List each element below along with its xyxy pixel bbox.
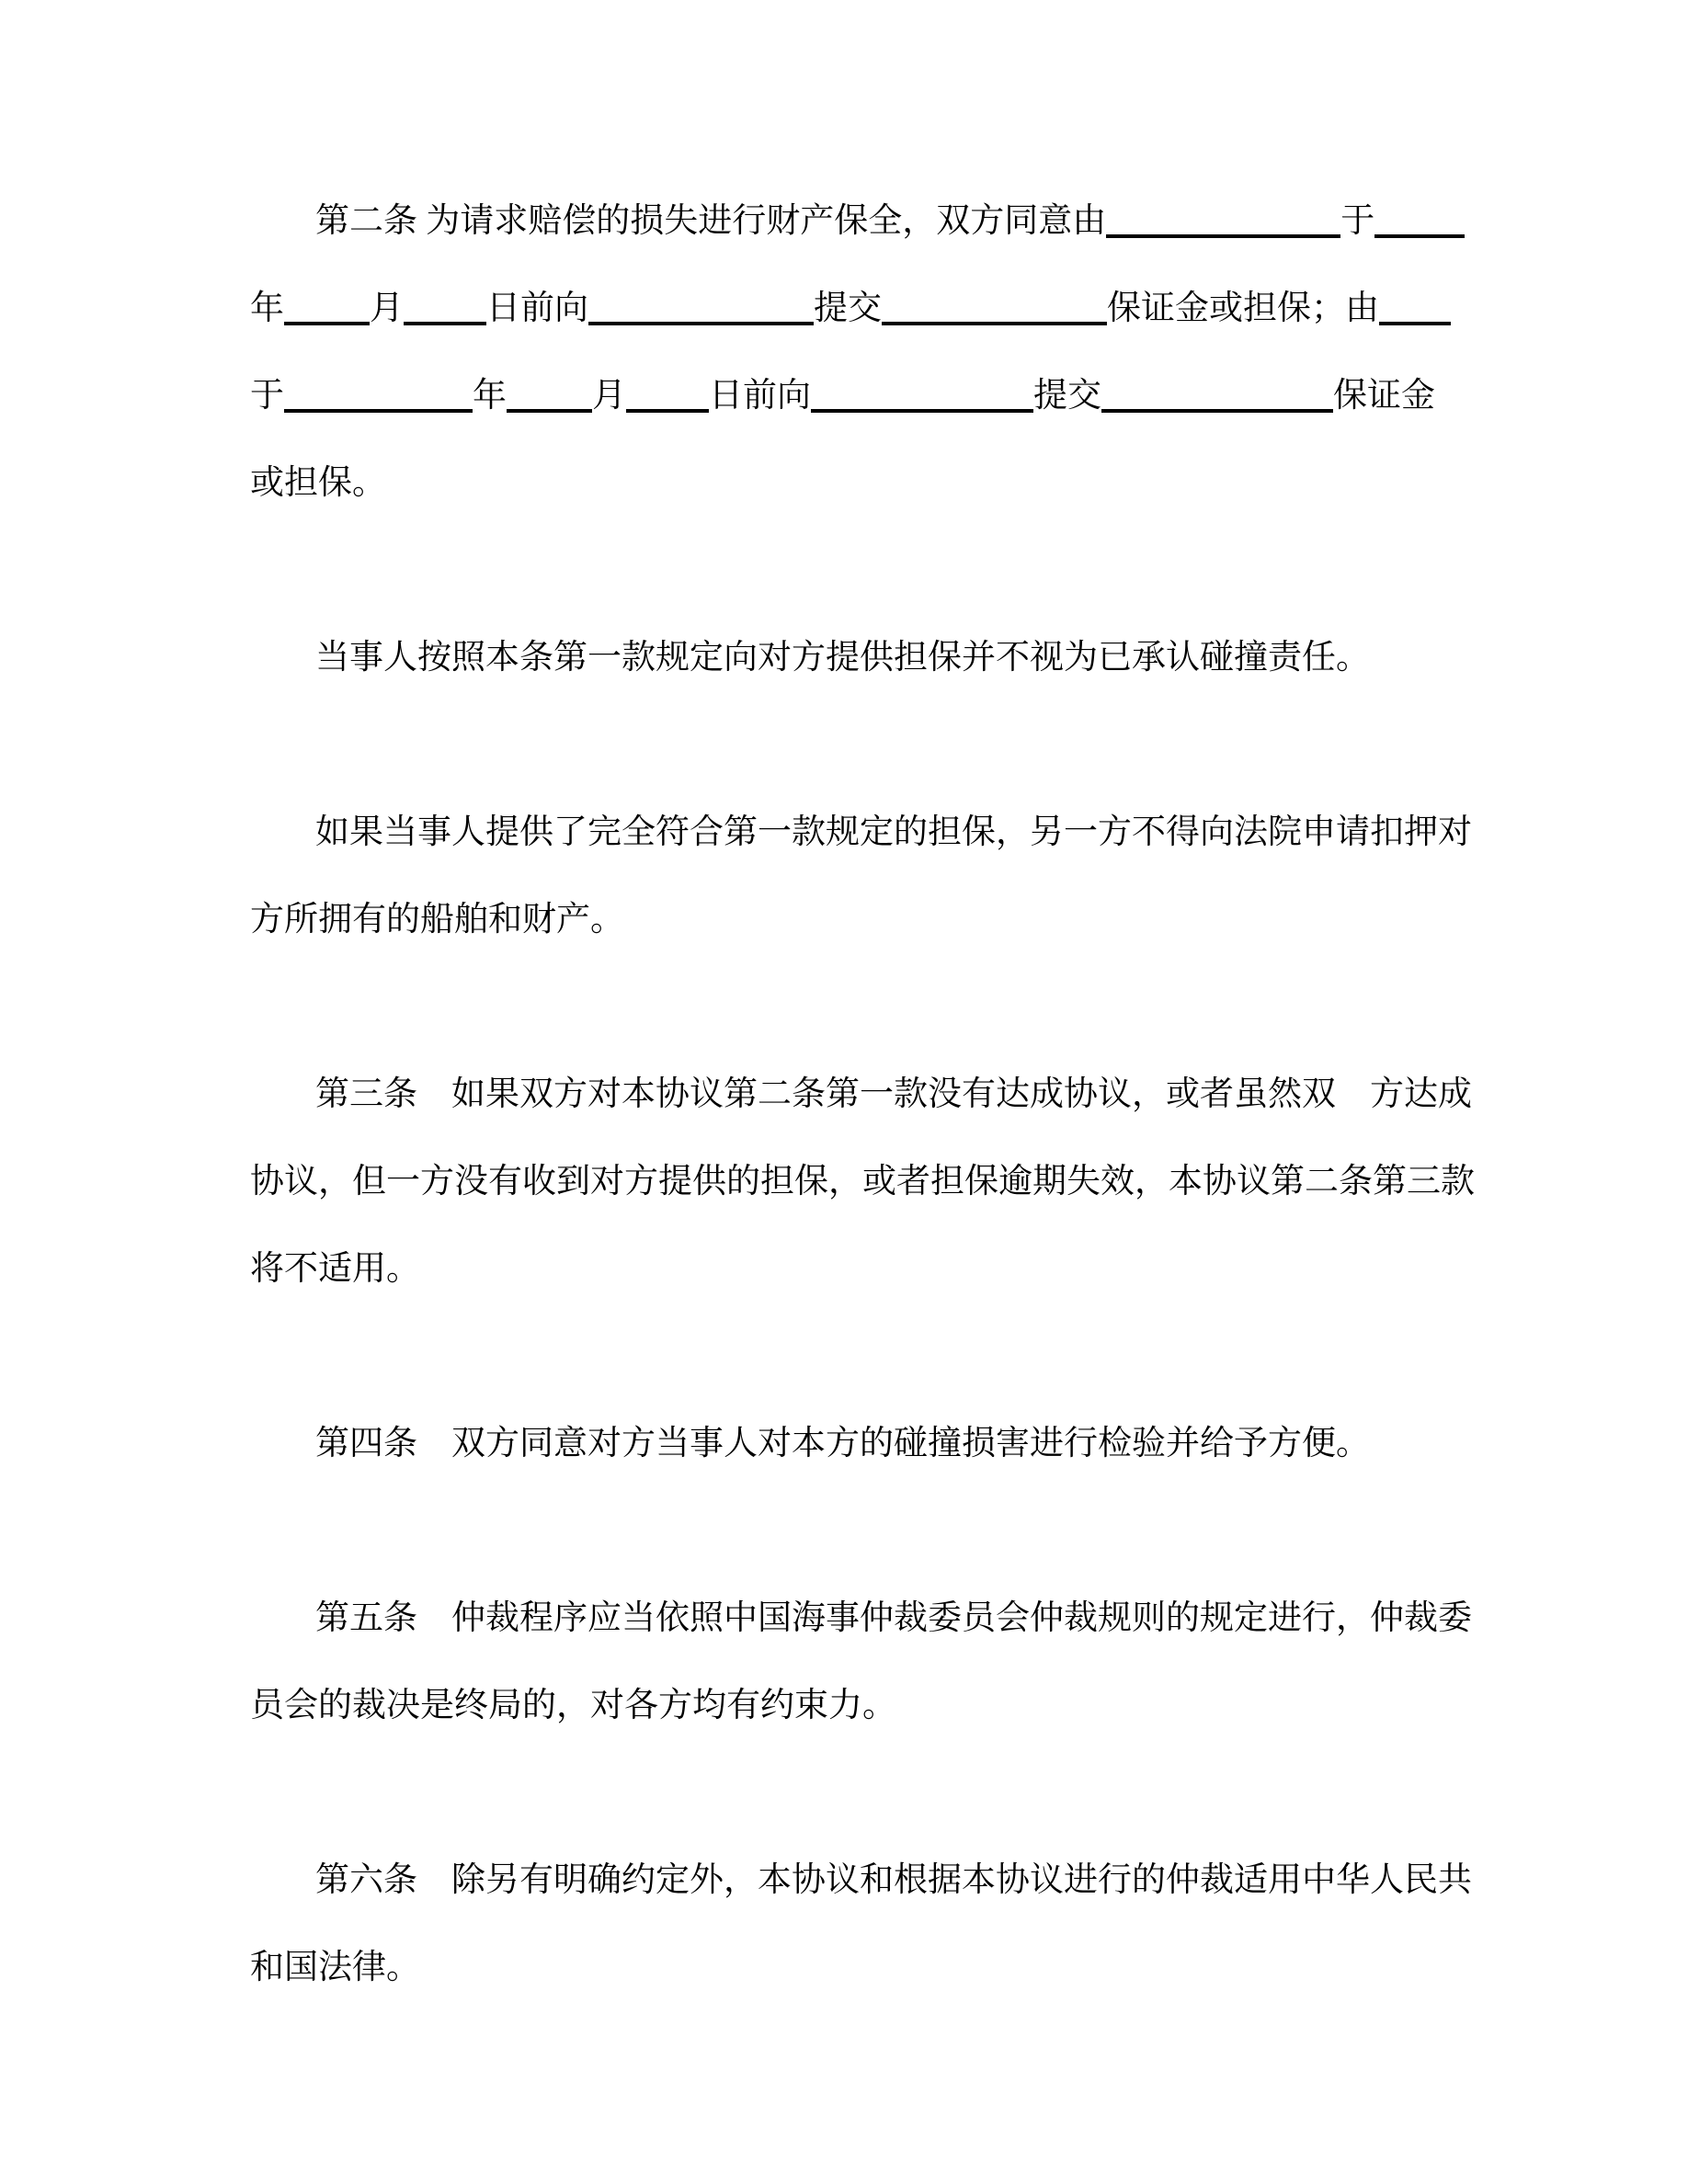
text-run: 第四条 双方同意对方当事人对本方的碰撞损害进行检验并给予方便。 [315,1425,1370,1462]
text-run: 方所拥有的船舶和财产。 [250,901,624,938]
blank-field[interactable] [1374,233,1465,238]
text-line [250,1837,1500,1924]
paragraph [250,1400,1500,1487]
blank-field[interactable] [1379,321,1451,325]
paragraph [250,1837,1500,2011]
text-run: 第六条 除另有明确约定外，本协议和根据本协议进行的仲裁适用中华人民共 [315,1861,1472,1899]
text-line [250,352,1500,439]
text-line [250,1662,1500,1749]
paragraph [250,789,1500,963]
text-run: 协议，但一方没有收到对方提供的担保，或者担保逾期失效，本协议第二条第三款 [250,1163,1475,1200]
text-run: 或担保。 [250,464,386,502]
blank-field[interactable] [626,408,709,413]
blank-field[interactable] [404,321,486,325]
text-line [250,789,1500,876]
text-line [250,1400,1500,1487]
text-line [250,439,1500,527]
text-run: 保证金 [1333,377,1435,415]
text-run: 当事人按照本条第一款规定向对方提供担保并不视为已承认碰撞责任。 [315,639,1370,677]
blank-field[interactable] [284,321,370,325]
text-run: 提交 [1033,377,1101,415]
text-run: 月 [370,290,404,327]
text-run: 和国法律。 [250,1949,420,1986]
text-line [250,1575,1500,1662]
text-run: 年 [250,290,284,327]
blank-field[interactable] [588,321,814,325]
text-run: 第二条 为请求赔偿的损失进行财产保全，双方同意由 [315,202,1107,240]
text-run: 如果当事人提供了完全符合第一款规定的担保，另一方不得向法院申请扣押对 [315,813,1472,851]
blank-field[interactable] [284,408,473,413]
text-line [250,177,1500,265]
text-run: 第五条 仲裁程序应当依照中国海事仲裁委员会仲裁规则的规定进行，仲裁委 [315,1599,1472,1637]
text-run: 第三条 如果双方对本协议第二条第一款没有达成协议，或者虽然双 方达成 [315,1075,1472,1113]
text-line [250,265,1500,352]
blank-field[interactable] [1101,408,1333,413]
text-line [250,1225,1500,1313]
text-line [250,876,1500,963]
text-run: 于 [1340,202,1375,240]
text-run: 日前向 [709,377,811,415]
paragraph [250,614,1500,701]
blank-field[interactable] [507,408,592,413]
text-run: 员会的裁决是终局的，对各方均有约束力。 [250,1687,896,1724]
paragraph [250,1575,1500,1749]
text-run: 于 [250,377,284,415]
paragraph [250,1051,1500,1313]
text-run: 年 [473,377,507,415]
text-run: 月 [592,377,626,415]
document-body [250,177,1500,2011]
text-run: 将不适用。 [250,1250,420,1288]
text-line [250,614,1500,701]
blank-field[interactable] [882,321,1107,325]
text-line [250,1051,1500,1138]
paragraph [250,177,1500,527]
blank-field[interactable] [1106,233,1340,238]
text-run: 保证金或担保；由 [1107,290,1379,327]
text-line [250,1138,1500,1225]
text-run: 提交 [814,290,882,327]
blank-field[interactable] [811,408,1033,413]
text-run: 日前向 [486,290,588,327]
text-line [250,1924,1500,2011]
